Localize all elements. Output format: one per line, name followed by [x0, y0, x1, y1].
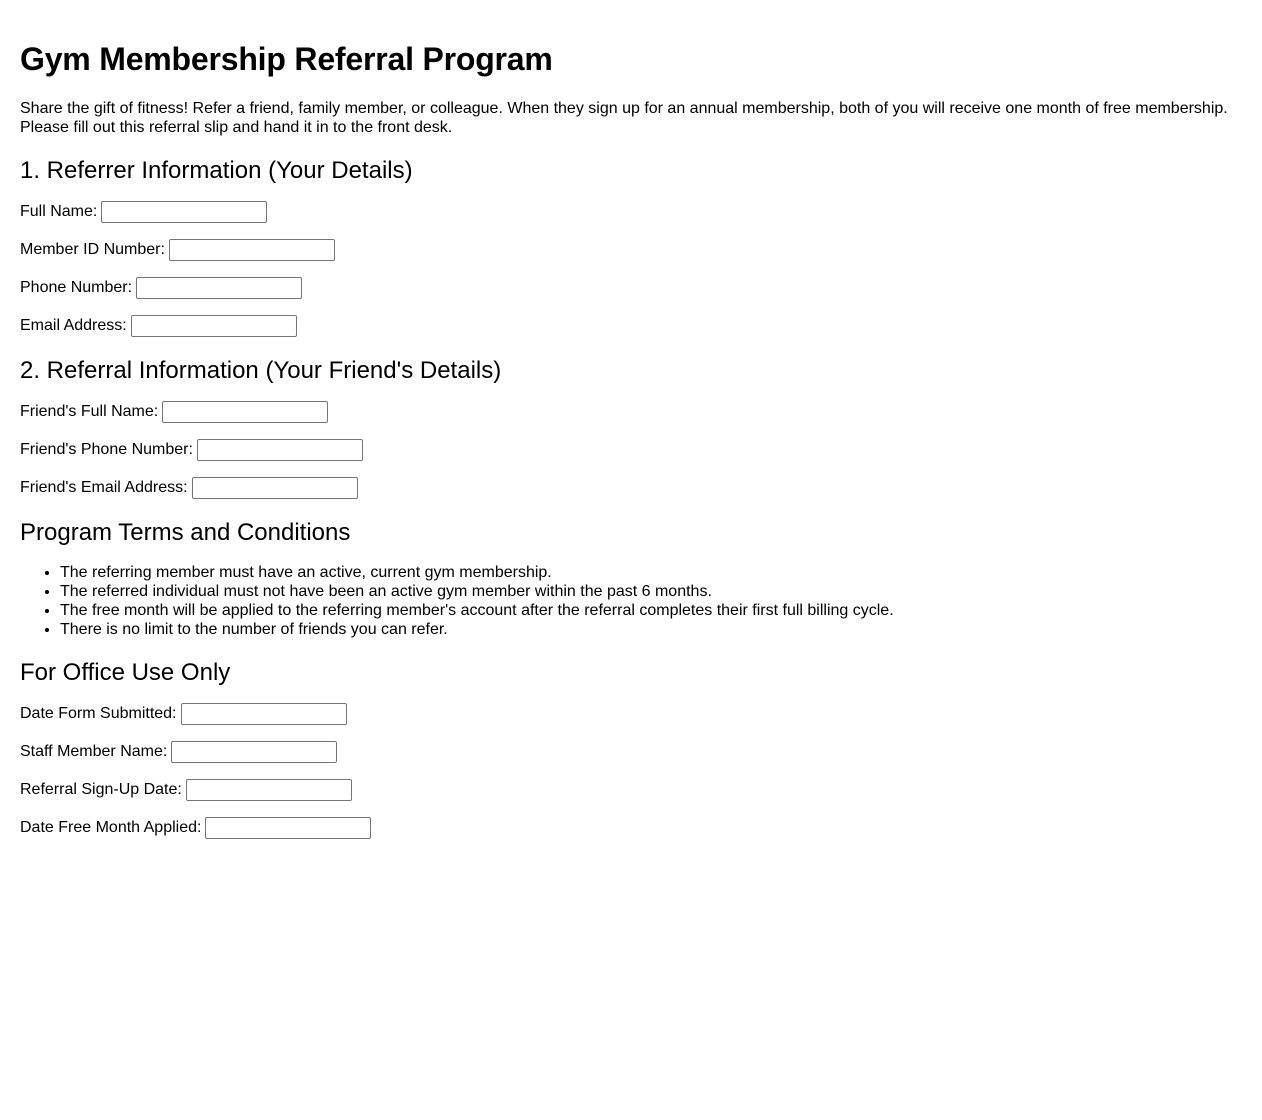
- page-title: Gym Membership Referral Program: [20, 41, 553, 77]
- referral-sign-up-date-input[interactable]: [186, 779, 352, 801]
- friend-full-name-label: Friend's Full Name:: [20, 403, 159, 420]
- field-friend-phone-number: [20, 439, 1242, 461]
- field-referral-sign-up-date: [20, 779, 1242, 801]
- field-phone-number: [20, 277, 1242, 299]
- field-full-name: [20, 201, 1242, 223]
- intro-text: Share the gift of fitness! Refer a friend, family member, or colleague. When they sign up for an annual membership, both of you will receive one month of free membership. Please fill out this referral slip and hand it in to the front desk.: [20, 100, 1228, 136]
- field-friend-full-name: [20, 401, 1242, 423]
- list-item: • There is no limit to the number of friends you can refer.: [60, 620, 1242, 639]
- field-date-free-month-applied: [20, 817, 1242, 839]
- friend-phone-number-label: Friend's Phone Number:: [20, 441, 193, 458]
- terms-list: [20, 563, 1242, 639]
- list-item: • The referred individual must not have been an active gym member within the past 6 months.: [60, 582, 1242, 601]
- phone-number-input[interactable]: [136, 277, 302, 299]
- date-form-submitted-label: Date Form Submitted:: [20, 705, 177, 722]
- email-address-input[interactable]: [131, 315, 297, 337]
- staff-member-name-input[interactable]: [171, 741, 337, 763]
- list-item: • The referring member must have an active, current gym membership.: [60, 563, 1242, 582]
- field-email-address: [20, 315, 1242, 337]
- email-address-label: Email Address:: [20, 317, 127, 334]
- friend-phone-number-input[interactable]: [197, 439, 363, 461]
- date-free-month-applied-label: Date Free Month Applied:: [20, 819, 202, 836]
- field-friend-email-address: [20, 477, 1242, 499]
- date-free-month-applied-input[interactable]: [205, 817, 371, 839]
- staff-member-name-label: Staff Member Name:: [20, 743, 168, 760]
- member-id-label: Member ID Number:: [20, 241, 165, 258]
- full-name-input[interactable]: [101, 201, 267, 223]
- friend-email-address-input[interactable]: [192, 477, 358, 499]
- full-name-label: Full Name:: [20, 203, 98, 220]
- office-section-heading: For Office Use Only: [20, 659, 231, 686]
- member-id-input[interactable]: [169, 239, 335, 261]
- friend-full-name-input[interactable]: [162, 401, 328, 423]
- field-staff-member-name: [20, 741, 1242, 763]
- terms-section-heading: Program Terms and Conditions: [20, 519, 351, 546]
- phone-number-label: Phone Number:: [20, 279, 133, 296]
- referral-section-heading: 2. Referral Information (Your Friend's Details): [20, 357, 502, 384]
- date-form-submitted-input[interactable]: [181, 703, 347, 725]
- field-member-id: [20, 239, 1242, 261]
- referrer-section-heading: 1. Referrer Information (Your Details): [20, 157, 413, 184]
- friend-email-address-label: Friend's Email Address:: [20, 479, 188, 496]
- field-date-form-submitted: [20, 703, 1242, 725]
- list-item: • The free month will be applied to the referring member's account after the referral completes their first full billing cycle.: [60, 601, 1242, 620]
- referral-sign-up-date-label: Referral Sign-Up Date:: [20, 781, 182, 798]
